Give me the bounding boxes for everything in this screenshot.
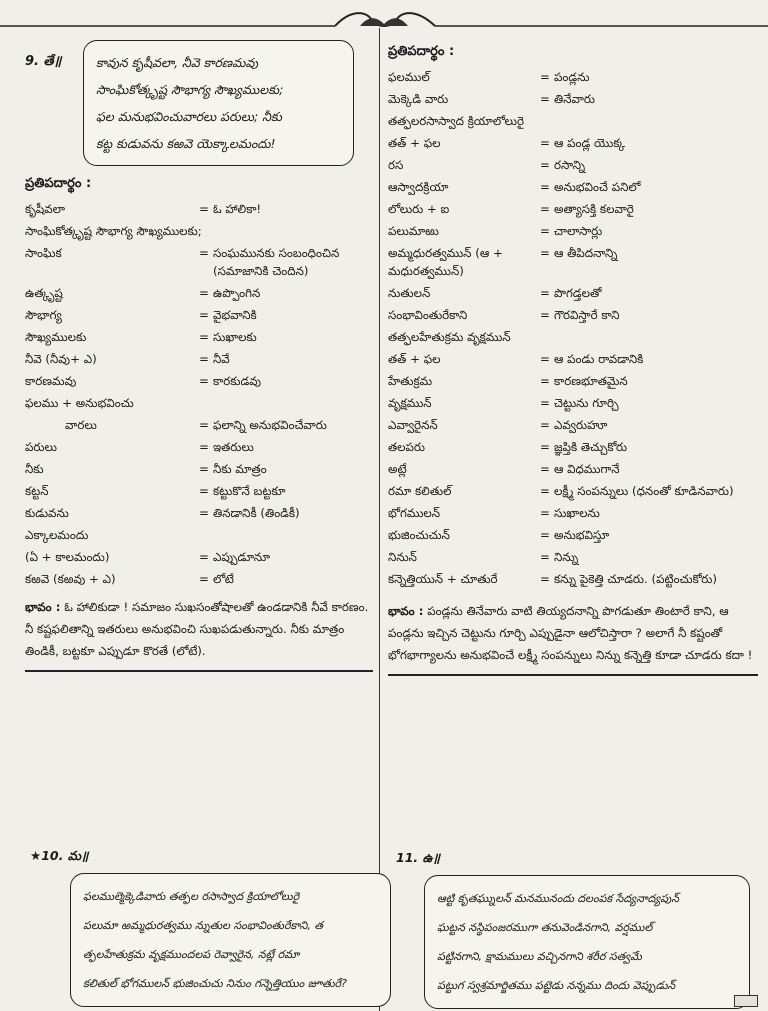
word: (ఏ + కాలమందు)	[25, 550, 110, 564]
poem-line: పలుమా ఱమ్మధురత్వము న్నుతుల సంభావింతురేకాని, త	[83, 919, 323, 932]
glossary-row	[388, 546, 758, 568]
glossary-row	[25, 348, 373, 370]
glossary-row	[25, 370, 373, 392]
eq: =	[540, 286, 550, 300]
poem-line: పట్టుగ స్వశ్రమార్జితము పట్టెడు నన్నము దిందు వెప్పుడున్	[437, 979, 676, 992]
glossary-row	[388, 282, 758, 304]
glossary-row	[388, 220, 758, 242]
eq: =	[199, 330, 209, 344]
meaning: చెట్టును గూర్చి	[554, 396, 619, 410]
word: తత్ఫలహేతుక్రమ వృక్షమున్	[388, 330, 511, 344]
glossary-row	[25, 392, 373, 414]
glossary-row	[388, 370, 758, 392]
meaning: లోటే	[213, 572, 234, 586]
meaning: ఎవ్వరుహూ	[554, 418, 608, 432]
glossary-row	[25, 568, 373, 590]
word: కన్నెత్తియున్ + చూతురే	[388, 572, 498, 586]
word: నుతులన్	[388, 286, 431, 300]
word: ఫలముల్	[388, 70, 430, 84]
glossary-row	[25, 282, 373, 304]
meaning: ఓ హాలికా!	[213, 202, 262, 216]
word: నీవె (నీవు+ ఎ)	[25, 352, 97, 366]
eq: =	[540, 484, 550, 498]
meaning: వైభవానికి	[213, 308, 257, 322]
poem-line: కట్ట కుడువను కఱవె యెక్కాలమందు!	[96, 136, 276, 151]
word: ఎక్కాలమందు	[25, 528, 89, 542]
eq: =	[540, 374, 550, 388]
meaning: గౌరవిస్తారే కాని	[554, 308, 620, 322]
eq: =	[540, 158, 550, 172]
verse-number: 9. తే॥	[25, 54, 62, 69]
right-column	[388, 40, 758, 682]
eq: =	[540, 70, 550, 84]
section-heading: ప్రతిపదార్థం :	[25, 176, 92, 191]
meaning: సంఘమునకు సంబంధించిన (సమాజానికి చెందిన)	[213, 246, 340, 278]
glossary-row	[388, 524, 758, 546]
meaning: కన్ను పైకెత్తి చూడరు. (పట్టించుకోరు)	[554, 572, 717, 586]
poem-box	[424, 875, 750, 1009]
meaning: సుఖాలకు	[213, 330, 257, 344]
meaning: లక్ష్మీ సంపన్నులు (ధనంతో కూడినవారు)	[554, 484, 734, 498]
verse-9	[25, 40, 373, 166]
poem-line: పట్టినగాని, క్షామములు వచ్చినగాని శరీర సత్వమే	[437, 950, 642, 963]
poem-line: ఆట్టి కృతఘ్నులన్ మనమునందు దలంపక సేద్యనాద్యపున్	[437, 892, 679, 905]
eq: =	[199, 352, 209, 366]
word: ఉత్కృష్ట	[25, 286, 63, 300]
word: వృక్షమున్	[388, 396, 432, 410]
glossary-row	[25, 242, 373, 282]
bhavam-paragraph	[25, 596, 373, 662]
eq: =	[540, 396, 550, 410]
word: ఎవ్వారైనన్	[388, 418, 438, 432]
glossary-row	[388, 458, 758, 480]
word: సాంఘిక	[25, 246, 62, 260]
word: కారణమవు	[25, 374, 77, 388]
meaning: జ్ఞప్తికి తెచ్చుకోరు	[554, 440, 628, 454]
meaning: ఫలాన్ని అనుభవించేవారు	[213, 418, 327, 432]
word: పలుమాఱు	[388, 224, 439, 238]
glossary-row	[25, 198, 373, 220]
word: అట్లే	[388, 462, 407, 476]
section-heading: ప్రతిపదార్థం :	[388, 44, 455, 59]
glossary-row	[25, 436, 373, 458]
meaning: రసాన్ని	[554, 158, 586, 172]
word: తత్ఫలరసాస్వాద క్రియాలోలురై	[388, 114, 524, 128]
meaning: ఆ పండు రావడానికి	[554, 352, 644, 366]
poem-line: సాంఘికోత్కృష్ట సౌభాగ్య సౌఖ్యములకు;	[96, 82, 284, 97]
glossary-row	[388, 436, 758, 458]
eq: =	[199, 550, 209, 564]
poem-line: త్ఫలహేతుక్రమ వృక్షముందలప రెవ్వారైన, నట్లే రమా	[83, 948, 300, 961]
meaning: కారణభూతమైన	[554, 374, 628, 388]
meaning: అనుభవిస్తూ	[554, 528, 610, 542]
word: సౌఖ్యములకు	[25, 330, 87, 344]
word: భుజించుచున్	[388, 528, 450, 542]
meaning: పండ్లను	[554, 70, 590, 84]
word: మెక్కెడి వారు	[388, 92, 449, 106]
eq: =	[199, 308, 209, 322]
glossary-row	[388, 392, 758, 414]
glossary-row	[388, 502, 758, 524]
meaning: ఇతరులు	[213, 440, 254, 454]
section-rule	[388, 674, 758, 676]
glossary-row	[25, 502, 373, 524]
eq: =	[540, 440, 550, 454]
glossary-row	[25, 414, 373, 436]
poem-line: కావున కృషీవలా, నీవె కారణమవు	[96, 55, 258, 70]
poem-line: కలితుల్ భోగములన్ భుజించుచు నినుం గన్నెత్తియుం జూతురే?	[83, 977, 347, 990]
eq: =	[199, 572, 209, 586]
poem-box	[83, 40, 354, 166]
word: ఆస్వాదక్రియా	[388, 180, 449, 194]
eq: =	[540, 418, 550, 432]
word: రమా కలితుల్	[388, 484, 452, 498]
glossary-row	[25, 480, 373, 502]
eq: =	[199, 374, 209, 388]
eq: =	[199, 418, 209, 432]
meaning: ఎప్పుడూనూ	[213, 550, 270, 564]
word: కఱవె (కఱవు + ఎ)	[25, 572, 116, 586]
meaning: అత్యాసక్తి కలవారై	[554, 202, 634, 216]
eq: =	[540, 550, 550, 564]
glossary-row	[25, 220, 373, 242]
poem-line: ఘట్టన నస్థిపంజరముగా తనువెండినగాని, వర్షముల్	[437, 921, 653, 934]
glossary-row	[388, 88, 758, 110]
glossary-list	[25, 198, 373, 590]
left-column	[25, 40, 373, 678]
glossary-row	[388, 304, 758, 326]
glossary-row	[388, 242, 758, 282]
eq: =	[540, 528, 550, 542]
meaning: నిన్ను	[554, 550, 579, 564]
meaning: కారకుడవు	[213, 374, 261, 388]
meaning: ఆ పండ్ల యొక్క	[554, 136, 626, 150]
poem-box	[70, 873, 391, 1007]
section-rule	[25, 670, 373, 672]
meaning: చాలాసార్లు	[554, 224, 603, 238]
word: పరులు	[25, 440, 57, 454]
eq: =	[199, 246, 209, 260]
glossary-row	[388, 414, 758, 436]
glossary-row	[388, 66, 758, 88]
word: కృషీవలా	[25, 202, 66, 216]
glossary-row	[388, 348, 758, 370]
word: ఫలము + అనుభవించు	[25, 396, 134, 410]
header-ornament	[0, 0, 768, 40]
meaning: అనుభవించే పనిలో	[554, 180, 641, 194]
word: కుడువను	[25, 506, 69, 520]
word: హేతుక్రమ	[388, 374, 433, 388]
word: సౌభాగ్య	[25, 308, 62, 322]
meaning: ఆ తీపిదనాన్ని	[554, 246, 618, 260]
glossary-row	[388, 198, 758, 220]
verse-number: ★10. మ॥	[30, 848, 89, 863]
verse-11	[396, 850, 741, 1009]
eq: =	[540, 308, 550, 322]
eq: =	[199, 286, 209, 300]
glossary-row	[388, 568, 758, 590]
meaning: సుఖాలను	[554, 506, 600, 520]
glossary-list	[388, 66, 758, 590]
eq: =	[199, 440, 209, 454]
word: సంభావింతురేకాని	[388, 308, 468, 322]
glossary-row	[388, 326, 758, 348]
glossary-row	[25, 546, 373, 568]
eq: =	[540, 202, 550, 216]
eq: =	[540, 136, 550, 150]
eq: =	[199, 484, 209, 498]
meaning: నీకు మాత్రం	[213, 462, 267, 476]
meaning: కట్టుకొనే బట్టకూ	[213, 484, 286, 498]
meaning: నీవే	[213, 352, 230, 366]
meaning: తినేవారు	[554, 92, 595, 106]
word: లోలురు + ఐ	[388, 202, 450, 216]
eq: =	[540, 180, 550, 194]
verse-number: 11. ఉ॥	[396, 850, 440, 865]
eq: =	[540, 572, 550, 586]
eq: =	[199, 202, 209, 216]
eq: =	[540, 352, 550, 366]
column-divider	[379, 28, 380, 1011]
bhavam-text: పండ్లను తినేవారు వాటి తియ్యదనాన్ని పొగడుతూ తింటారే కాని, ఆ పండ్లను ఇచ్చిన చెట్టును గూర్చి ఎప్పుడైనా ఆలోచిస్తారా ? అలాగే నీ కష్టంతో భోగభాగ్యాలను అనుభవించే లక్ష్మీ సంపన్నులు నిన్ను కన్నెత్తి కూడా చూడరు కదా !	[388, 604, 753, 662]
word: తత్ + ఫల	[388, 136, 441, 150]
eq: =	[540, 224, 550, 238]
verse-10	[30, 848, 375, 1007]
meaning: పొగడ్తలతో	[554, 286, 602, 300]
meaning: ఆ విధముగానే	[554, 462, 620, 476]
poem-line: ఫలముల్మెక్కెడివారు తత్ఫల రసాస్వాద క్రియాలోలురై	[83, 890, 300, 903]
word: భోగములన్	[388, 506, 441, 520]
word: సాంఘికోత్కృష్ట సౌభాగ్య సౌఖ్యములకు;	[25, 224, 202, 238]
bhavam-label: భావం :	[25, 600, 61, 614]
word: తత్ + ఫల	[388, 352, 441, 366]
meaning: ఉప్పొంగిన	[213, 286, 261, 300]
word: రస	[388, 158, 404, 172]
glossary-row	[25, 326, 373, 348]
eq: =	[199, 506, 209, 520]
eq: =	[540, 246, 550, 260]
word: తలపరు	[388, 440, 426, 454]
glossary-row	[388, 110, 758, 132]
glossary-row	[388, 132, 758, 154]
eq: =	[540, 462, 550, 476]
glossary-row	[25, 458, 373, 480]
eq: =	[540, 506, 550, 520]
glossary-row	[388, 154, 758, 176]
word: అమ్మధురత్వమున్ (ఆ + మధురత్వమున్)	[388, 246, 503, 278]
glossary-row	[388, 480, 758, 502]
word: కట్టన్	[25, 484, 49, 498]
bhavam-paragraph	[388, 600, 758, 666]
glossary-row	[388, 176, 758, 198]
meaning: తినడానికీ (తిండికీ)	[213, 506, 300, 520]
eq: =	[199, 462, 209, 476]
word: నీకు	[25, 462, 44, 476]
word: నినున్	[388, 550, 417, 564]
poem-line: ఫల మనుభవించువారలు పరులు; నీకు	[96, 109, 282, 124]
page-number-box	[734, 995, 758, 1007]
eq: =	[540, 92, 550, 106]
word: వారలు	[65, 418, 97, 432]
glossary-row	[25, 524, 373, 546]
bhavam-text: ఓ హాలికుడా ! సమాజం సుఖసంతోషాలతో ఉండడానికి నీవే కారణం. నీ కష్టఫలితాన్ని ఇతరులు అనుభవించి సుఖపడుతున్నారు. నీకు మాత్రం తిండికీ, బట్టకూ ఎప్పుడూ కొరతే (లోటే).	[25, 600, 369, 658]
bhavam-label: భావం :	[388, 604, 424, 618]
glossary-row	[25, 304, 373, 326]
